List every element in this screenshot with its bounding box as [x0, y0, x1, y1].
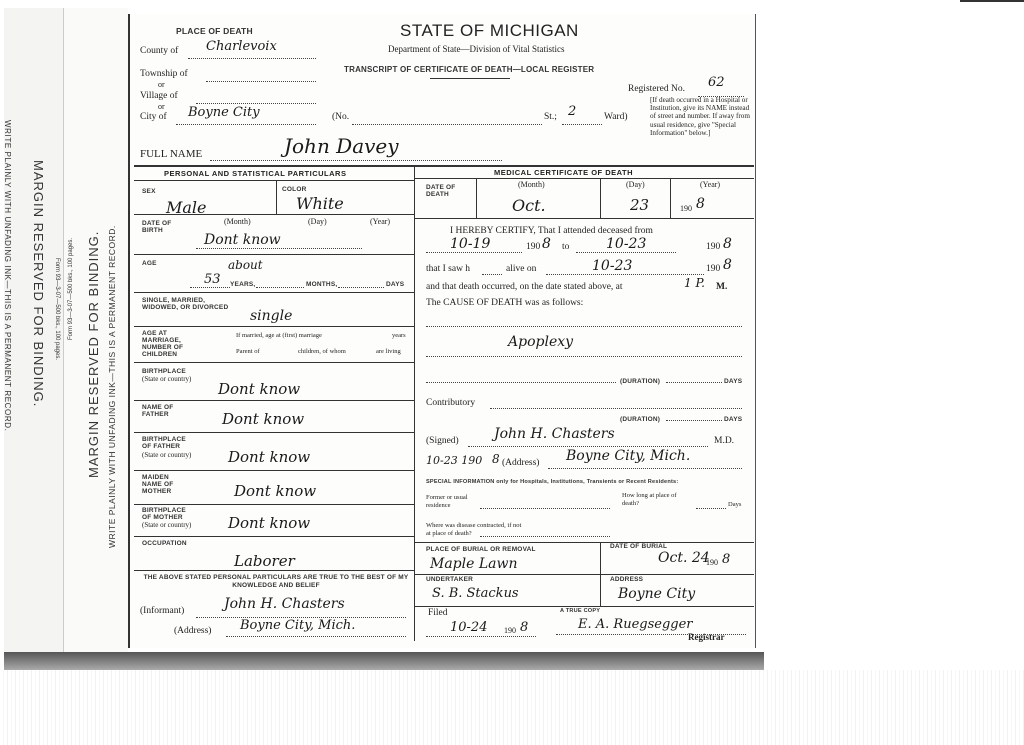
inner-binding-note: MARGIN RESERVED FOR BINDING.: [86, 230, 101, 478]
mother-birthplace-sub: (State or country): [142, 521, 192, 529]
death-time-value: 1 P.: [684, 276, 705, 290]
father-birthplace-value: Dont know: [228, 448, 311, 466]
cause-duration-line: [426, 382, 616, 383]
alive-pronoun-line: [482, 274, 502, 275]
certify-label: I HEREBY CERTIFY, That I attended deceased from: [450, 226, 653, 236]
informant-address-label: (Address): [174, 626, 212, 636]
year-prefix-2: 190: [706, 242, 721, 252]
age-about: about: [228, 258, 263, 272]
informant-label: (Informant): [140, 606, 185, 616]
medical-heading: MEDICAL CERTIFICATE OF DEATH: [494, 168, 633, 177]
burial-place-value: Maple Lawn: [430, 556, 518, 572]
signed-line: [468, 446, 708, 447]
ward-value: 2: [568, 104, 577, 119]
city-line: [176, 124, 316, 125]
full-name-label: FULL NAME: [140, 148, 203, 160]
township-line: [206, 81, 316, 82]
transcript-heading: TRANSCRIPT OF CERTIFICATE OF DEATH—LOCAL REGISTER: [344, 65, 595, 74]
mother-label: MAIDEN NAME OF MOTHER: [142, 474, 174, 495]
father-value: Dont know: [222, 410, 305, 428]
duration-line-2: [666, 420, 722, 421]
are-living-label: are living: [376, 348, 401, 355]
column-divider: [414, 165, 415, 641]
dob-value: Dont know: [204, 232, 281, 248]
occupation-value: Laborer: [234, 552, 295, 570]
full-name-line: [210, 160, 502, 161]
sex-label: SEX: [142, 188, 156, 195]
alive-year-digit: 8: [723, 257, 732, 273]
age-days-line: [338, 287, 384, 288]
birthplace-label: BIRTHPLACE: [142, 368, 186, 375]
county-line: [188, 58, 316, 59]
children-of-whom-label: children, of whom: [298, 348, 346, 355]
signer-address-value: Boyne City, Mich.: [566, 448, 691, 464]
dob-day-label: (Day): [308, 217, 327, 226]
dod-day-label: (Day): [626, 180, 645, 189]
color-value: White: [296, 194, 344, 213]
age-label: AGE: [142, 260, 157, 267]
age-years-value: 53: [204, 272, 221, 287]
mother-birthplace-value: Dont know: [228, 514, 311, 532]
or-label-1: or: [158, 80, 165, 89]
informant-value: John H. Chasters: [224, 596, 345, 612]
how-long-line: [696, 508, 726, 509]
page-edge-shadow: [4, 652, 764, 670]
death-time-label: and that death occurred, on the date stated above, at: [426, 282, 623, 292]
dob-label: DATE OF BIRTH: [142, 220, 172, 234]
burial-place-label: PLACE OF BURIAL OR REMOVAL: [426, 546, 536, 553]
dod-day-value: 23: [630, 196, 650, 214]
medical-heading-rule: [414, 178, 754, 179]
state-title: STATE OF MICHIGAN: [400, 21, 579, 40]
filed-value: 10-24: [450, 620, 488, 635]
age-marriage-label: AGE AT MARRIAGE, NUMBER OF CHILDREN: [142, 330, 184, 358]
ward-line: [562, 124, 602, 125]
date-of-death-label: DATE OF DEATH: [426, 184, 456, 198]
registrar-label: Registrar: [688, 632, 725, 642]
inner-form-number: Form 93—3-07—500 bks., 100 pages.: [68, 237, 74, 340]
scan-edge-mark: [960, 0, 1024, 2]
cause-line-2: [426, 356, 742, 357]
year-prefix-3: 190: [706, 264, 721, 274]
father-row-rule: [134, 432, 414, 433]
sex-color-divider: [276, 180, 277, 214]
special-info-label: SPECIAL INFORMATION only for Hospitals, Institutions, Transients or Recent Residents:: [426, 479, 679, 485]
street-no-label: (No.: [332, 112, 350, 122]
mother-birthplace-label: BIRTHPLACE OF MOTHER: [142, 507, 186, 521]
dod-year-label: (Year): [700, 180, 721, 189]
death-certificate-form: [128, 14, 756, 648]
county-label: County of: [140, 46, 179, 56]
contributory-label: Contributory: [426, 398, 476, 408]
dod-day-divider: [670, 178, 671, 218]
birthplace-value: Dont know: [218, 380, 301, 398]
duration-label-1: (DURATION): [620, 378, 661, 385]
marital-label: SINGLE, MARRIED, WIDOWED, OR DIVORCED: [142, 297, 229, 311]
year-prefix-1: 190: [526, 242, 541, 252]
mother-value: Dont know: [234, 482, 317, 500]
cause-label: The CAUSE OF DEATH was as follows:: [426, 298, 584, 308]
age-years-line: [190, 287, 230, 288]
filed-year-digit: 8: [520, 620, 529, 635]
dod-month-divider: [600, 178, 601, 218]
duration-line-1: [666, 382, 722, 383]
section-rule: [134, 165, 754, 167]
father-birthplace-label: BIRTHPLACE OF FATHER: [142, 436, 186, 450]
to-date-line: [576, 252, 676, 253]
alive-date: 10-23: [592, 258, 633, 274]
from-year-digit: 8: [542, 236, 551, 252]
if-married-label: If married, age at (first) marriage: [236, 332, 322, 339]
dob-line: [196, 248, 362, 249]
parent-of-label: Parent of: [236, 348, 260, 355]
undertaker-value: S. B. Stackus: [432, 586, 519, 601]
from-date-line: [426, 252, 522, 253]
sex-value: Male: [166, 198, 207, 217]
burial-row-rule: [414, 574, 754, 575]
age-row-rule: [134, 292, 414, 293]
street-label: St.;: [544, 112, 557, 122]
dob-year-label: (Year): [370, 217, 391, 226]
age-days-label: DAYS: [386, 281, 405, 288]
ward-label: Ward): [604, 112, 628, 122]
father-birthplace-row-rule: [134, 470, 414, 471]
undertaker-address-label: ADDRESS: [610, 576, 644, 583]
registered-label: Registered No.: [628, 84, 685, 94]
village-label: Village of: [140, 91, 178, 101]
dob-month-label: (Month): [224, 217, 251, 226]
outer-form-number: Form 93—3-07—500 bks., 100 pages.: [54, 258, 60, 361]
disease-contracted-label: Where was disease contracted, if not at place of death?: [426, 522, 522, 537]
hospital-note: [If death occurred in a Hospital or Institution, give its NAME instead of street and number. If away from usual residence, give "Special Information" below.]: [650, 96, 750, 137]
dob-row-rule: [134, 254, 414, 255]
signed-label: (Signed): [426, 436, 459, 446]
city-label: City of: [140, 112, 167, 122]
undertaker-label: UNDERTAKER: [426, 576, 474, 583]
occupation-label: OCCUPATION: [142, 540, 187, 547]
former-residence-label: Former or usual residence: [426, 494, 468, 509]
undertaker-address-value: Boyne City: [618, 586, 696, 602]
contributory-line: [490, 408, 742, 409]
age-months-label: MONTHS,: [306, 281, 338, 288]
alive-label: that I saw h: [426, 264, 471, 274]
burial-row-top-rule: [414, 542, 754, 543]
father-birthplace-sub: (State or country): [142, 451, 192, 459]
filed-year-prefix: 190: [504, 626, 516, 635]
outer-binding-note: MARGIN RESERVED FOR BINDING.: [31, 160, 46, 408]
dod-label-divider: [476, 178, 477, 218]
signed-value: John H. Chasters: [494, 426, 615, 442]
signer-address-label: (Address): [502, 458, 540, 468]
marital-row-rule: [134, 326, 414, 327]
scan-noise: [0, 670, 1024, 745]
dod-month-value: Oct.: [512, 196, 546, 215]
undertaker-row-rule: [414, 606, 754, 607]
burial-year-prefix: 190: [706, 558, 718, 567]
or-label-2: or: [158, 102, 165, 111]
street-line: [352, 124, 542, 125]
burial-date-label: DATE OF BURIAL: [610, 543, 668, 550]
children-row-rule: [134, 362, 414, 363]
informant-address-value: Boyne City, Mich.: [240, 618, 356, 633]
township-label: Township of: [140, 69, 188, 79]
color-label: COLOR: [282, 186, 307, 193]
how-long-label: How long at place of death?: [622, 492, 677, 507]
days-label-1: DAYS: [724, 378, 743, 385]
full-name-value: John Davey: [284, 134, 399, 158]
md-label: M.D.: [714, 436, 735, 446]
informant-address-line: [226, 636, 406, 637]
cause-value: Apoplexy: [508, 334, 574, 350]
burial-date-value: Oct. 24: [658, 550, 710, 566]
registrar-signature: E. A. Ruegsegger: [578, 617, 693, 632]
birthplace-row-rule: [134, 400, 414, 401]
dod-year-digit: 8: [696, 196, 705, 212]
sign-date: 10-23 190: [426, 454, 483, 467]
registered-value: 62: [708, 75, 725, 90]
true-copy-label: A TRUE COPY: [560, 608, 601, 614]
sex-row-rule: [134, 214, 414, 215]
inner-write-note: WRITE PLAINLY WITH UNFADING INK—THIS IS A PERMANENT RECORD.: [107, 225, 117, 548]
personal-heading: PERSONAL AND STATISTICAL PARTICULARS: [164, 169, 347, 178]
signer-address-line: [548, 468, 742, 469]
city-value: Boyne City: [188, 105, 260, 120]
alive-date-line: [546, 274, 704, 275]
mother-birthplace-row-rule: [134, 536, 414, 537]
personal-heading-rule: [134, 180, 414, 181]
marital-value: single: [250, 308, 293, 324]
days-label-2: DAYS: [724, 416, 743, 423]
m-label: M.: [716, 282, 728, 292]
days-word: Days: [728, 501, 742, 508]
transcript-rule: [430, 78, 510, 79]
dod-month-label: (Month): [518, 180, 545, 189]
true-statement: THE ABOVE STATED PERSONAL PARTICULARS ARE TRUE TO THE BEST OF MY KNOWLEDGE AND BELIEF: [143, 574, 409, 589]
sign-year-digit: 8: [492, 452, 500, 466]
village-line: [196, 103, 316, 104]
disease-contracted-line: [480, 536, 610, 537]
birthplace-sub: (State or country): [142, 375, 192, 383]
dod-row-rule: [414, 218, 754, 219]
filed-line: [426, 636, 536, 637]
department-line: Department of State—Division of Vital Statistics: [388, 44, 565, 54]
years-word: years: [392, 332, 406, 339]
age-months-line: [256, 287, 304, 288]
mother-row-rule: [134, 504, 414, 505]
father-label: NAME OF FATHER: [142, 404, 174, 418]
to-label: to: [562, 242, 570, 252]
to-year-digit: 8: [723, 236, 732, 252]
attended-from-date: 10-19: [450, 236, 491, 252]
filed-label: Filed: [428, 608, 448, 618]
duration-label-2: (DURATION): [620, 416, 661, 423]
attended-to-date: 10-23: [606, 236, 647, 252]
place-of-death-heading: PLACE OF DEATH: [176, 26, 253, 36]
age-years-label: YEARS,: [230, 281, 256, 288]
alive-on-label: alive on: [506, 264, 537, 274]
former-residence-line: [480, 508, 610, 509]
occupation-row-rule: [134, 570, 414, 571]
outer-write-note: WRITE PLAINLY WITH UNFADING INK—THIS IS A PERMANENT RECORD.: [3, 120, 12, 432]
dod-year-prefix: 190: [680, 204, 692, 213]
burial-year-digit: 8: [722, 552, 731, 567]
cause-line-1: [426, 326, 742, 327]
county-value: Charlevoix: [206, 39, 277, 54]
